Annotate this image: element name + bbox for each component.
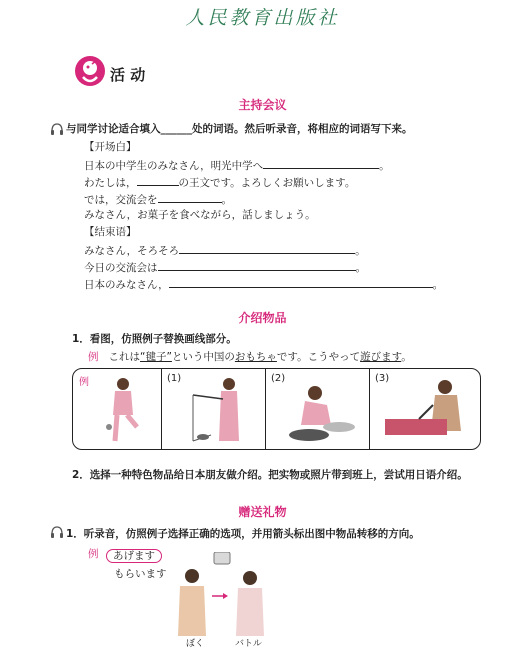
closing-line-1: みなさん，そろそろ 。 xyxy=(84,242,366,258)
blank-field[interactable] xyxy=(263,157,379,169)
closing-label: 【结束语】 xyxy=(84,226,137,238)
paper-cutting-illustration xyxy=(279,379,363,445)
panel-label: 例 xyxy=(79,377,89,388)
headphone-icon xyxy=(50,525,64,539)
blank-field[interactable] xyxy=(158,259,356,271)
panel-2 xyxy=(265,369,370,449)
panel-label: (3) xyxy=(375,373,390,384)
calligraphy-illustration xyxy=(379,375,475,447)
opening-line-2: わたしは， の王文です。よろしくお願いします。 xyxy=(84,174,355,190)
section1-instruction: 与同学讨论适合填入______处的词语。然后听录音，将相应的词语写下来。 xyxy=(66,123,413,135)
opening-line-4: みなさん，お菓子を食べながら，話しましょう。 xyxy=(84,209,316,221)
panel-label: (1) xyxy=(167,373,182,384)
section2-item2: 2．选择一种特色物品给日本朋友做介绍。把实物或照片带到班上，尝试用日语介绍。 xyxy=(72,469,468,481)
section3-item1: 1．听录音，仿照例子选择正确的选项，并用箭头标出图中物品转移的方向。 xyxy=(66,528,420,540)
option-give[interactable]: あげます xyxy=(106,549,162,563)
section-title-introduce-items: 介绍物品 xyxy=(238,311,287,325)
blank-field[interactable] xyxy=(137,174,179,186)
section2-example: 例 これは“毽子”という中国のおもちゃです。こうやって遊びます。 xyxy=(88,351,412,363)
gift-exchange-illustration xyxy=(170,552,280,636)
panel-example xyxy=(73,369,162,449)
opening-line-1: 日本の中学生のみなさん，明光中学へ 。 xyxy=(84,157,390,173)
headphone-icon xyxy=(50,122,64,136)
opening-label: 【开场白】 xyxy=(84,141,137,153)
blank-field[interactable] xyxy=(158,191,222,203)
activity-title: 活 动 xyxy=(110,66,146,84)
closing-line-2: 今日の交流会は 。 xyxy=(84,259,366,275)
girl-kicking-jianzi-illustration xyxy=(101,375,141,447)
blank-field[interactable] xyxy=(169,276,433,288)
person-label-batoru: バトル xyxy=(235,639,262,649)
section-title-host-meeting: 主持会议 xyxy=(238,98,287,112)
section2-item1: 1．看图，仿照例子替换画线部分。 xyxy=(72,333,237,345)
closing-line-3: 日本のみなさん， 。 xyxy=(84,276,443,292)
panel-label: (2) xyxy=(271,373,286,384)
publisher-name: 人民教育出版社 xyxy=(185,7,340,29)
activity-logo-icon xyxy=(74,55,106,87)
section3-example-label: 例 xyxy=(88,548,99,560)
illustration-row xyxy=(72,368,481,450)
blank-field[interactable] xyxy=(179,242,355,254)
opening-line-3: では，交流会を 。 xyxy=(84,191,232,207)
option-receive[interactable]: もらいます xyxy=(114,568,167,580)
section-title-give-gifts: 赠送礼物 xyxy=(238,505,287,519)
person-label-boku: ぼく xyxy=(186,639,205,649)
diabolo-illustration xyxy=(181,375,253,447)
panel-3 xyxy=(369,369,480,449)
panel-1 xyxy=(161,369,266,449)
